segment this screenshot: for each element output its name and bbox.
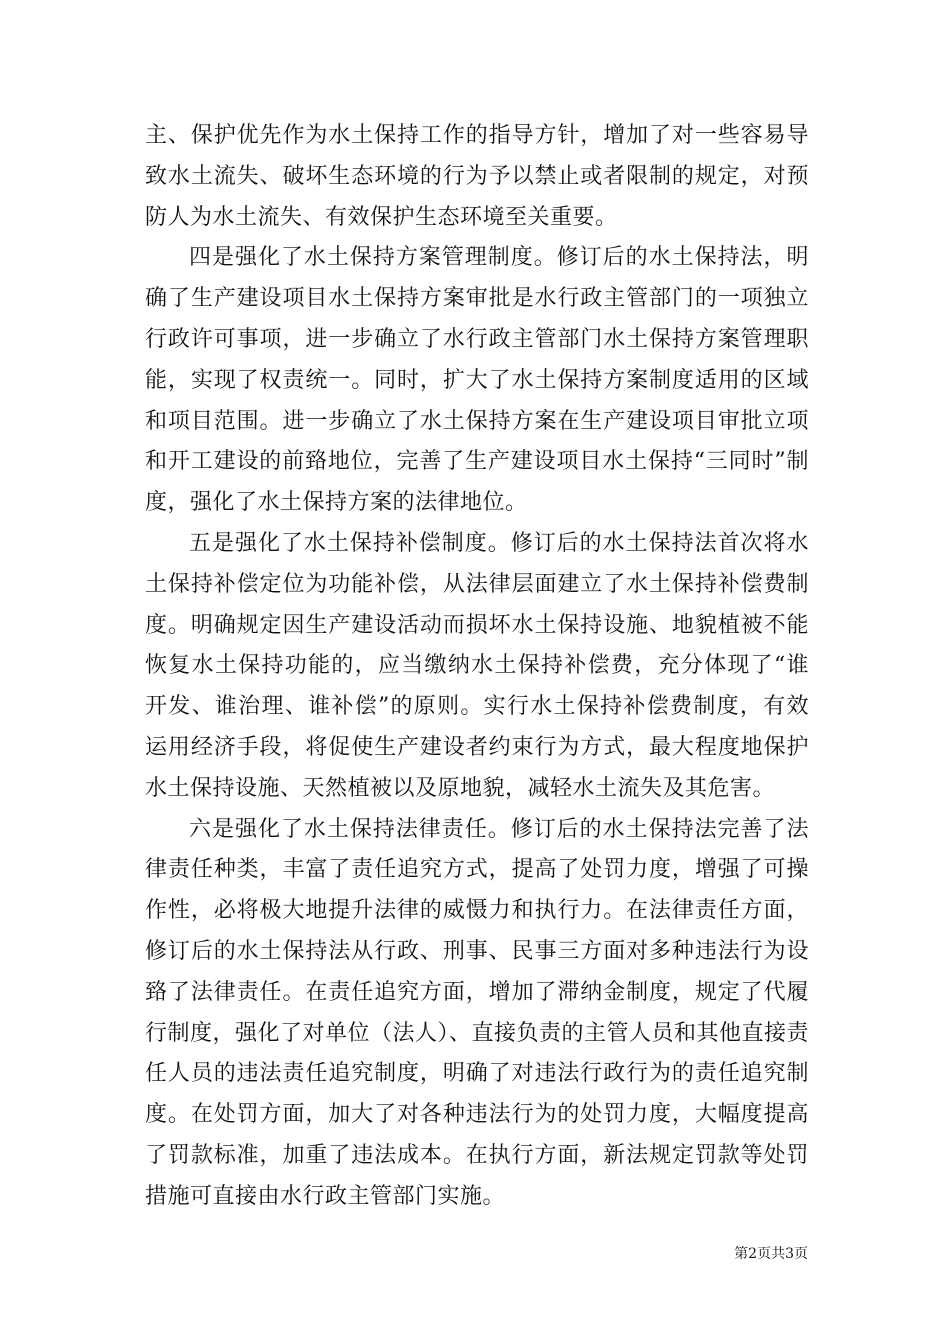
page-number-footer: 第2页共3页 [734,1246,808,1262]
paragraph-2: 四是强化了水土保持方案管理制度。修订后的水土保持法，明确了生产建设项目水土保持方案审批是水行政主管部门的一项独立行政许可事项，进一步确立了水行政主管部门水土保持方案管理职能，实现了权责统一。同时，扩大了水土保持方案制度适用的区域和项目范围。进一步确立了水土保持方案在生产建设项目审批立项和开工建设的前臵地位，完善了生产建设项目水土保持“三同时”制度，强化了水土保持方案的法律地位。 [145,245,809,516]
paragraph-1: 主、保护优先作为水土保持工作的指导方针，增加了对一些容易导致水土流失、破坏生态环境的行为予以禁止或者限制的规定，对预防人为水土流失、有效保护生态环境至关重要。 [145,123,809,230]
document-body [145,116,809,1218]
paragraph-3: 五是强化了水土保持补偿制度。修订后的水土保持法首次将水土保持补偿定位为功能补偿，从法律层面建立了水土保持补偿费制度。明确规定因生产建设活动而损坏水土保持设施、地貌植被不能恢复水土保持功能的，应当缴纳水土保持补偿费，充分体现了“谁开发、谁治理、谁补偿”的原则。实行水土保持补偿费制度，有效运用经济手段，将促使生产建设者约束行为方式，最大程度地保护水土保持设施、天然植被以及原地貌，减轻水土流失及其危害。 [145,530,809,801]
paragraph-4: 六是强化了水土保持法律责任。修订后的水土保持法完善了法律责任种类，丰富了责任追究方式，提高了处罚力度，增强了可操作性，必将极大地提升法律的威慑力和执行力。在法律责任方面，修订后的水土保持法从行政、刑事、民事三方面对多种违法行为设臵了法律责任。在责任追究方面，增加了滞纳金制度，规定了代履行制度，强化了对单位（法人）、直接负责的主管人员和其他直接责任人员的违法责任追究制度，明确了对违法行政行为的责任追究制度。在处罚方面，加大了对各种违法行为的处罚力度，大幅度提高了罚款标准，加重了违法成本。在执行方面，新法规定罚款等处罚措施可直接由水行政主管部门实施。 [145,816,810,1209]
